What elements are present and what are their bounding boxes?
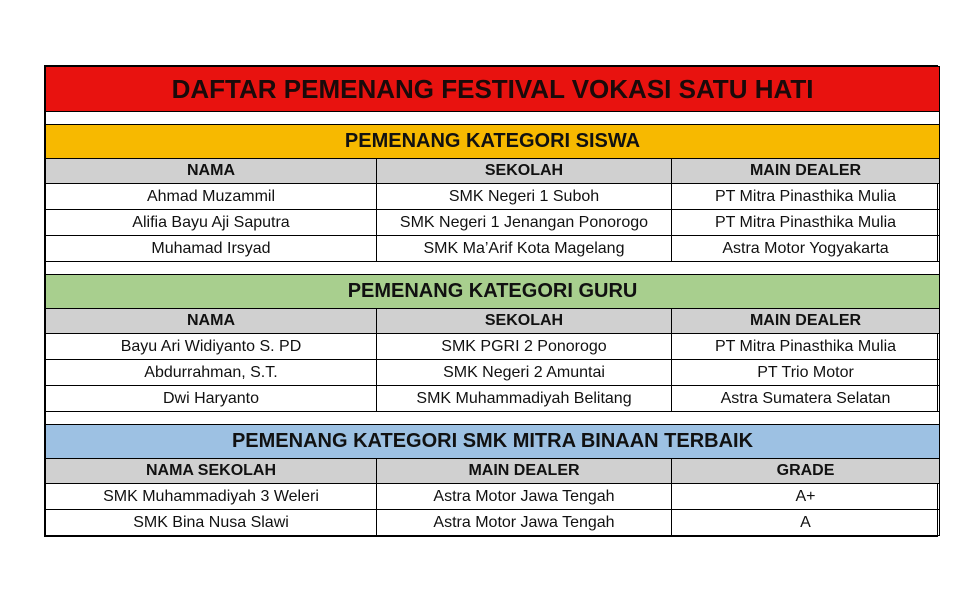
cell-dealer: Astra Motor Jawa Tengah — [377, 484, 672, 510]
section-mitra-heading-row — [46, 425, 940, 459]
table-row — [46, 184, 940, 210]
cell-school: SMK Ma’Arif Kota Magelang — [377, 236, 672, 262]
column-header: NAMA SEKOLAH — [46, 459, 377, 484]
section-guru-heading-row — [46, 275, 940, 309]
cell-name: Abdurrahman, S.T. — [46, 360, 377, 386]
cell-dealer: PT Mitra Pinasthika Mulia — [672, 334, 940, 360]
column-header: SEKOLAH — [377, 159, 672, 184]
winners-sheet — [44, 65, 938, 537]
table-row — [46, 484, 940, 510]
column-header: MAIN DEALER — [672, 309, 940, 334]
cell-grade: A+ — [672, 484, 940, 510]
cell-name: Alifia Bayu Aji Saputra — [46, 210, 377, 236]
spacer-row — [46, 262, 940, 275]
table-row — [46, 210, 940, 236]
column-header: GRADE — [672, 459, 940, 484]
cell-dealer: Astra Motor Yogyakarta — [672, 236, 940, 262]
table-row — [46, 236, 940, 262]
cell-school: SMK Muhammadiyah Belitang — [377, 386, 672, 412]
cell-school: SMK PGRI 2 Ponorogo — [377, 334, 672, 360]
cell-dealer: PT Mitra Pinasthika Mulia — [672, 210, 940, 236]
cell-school: SMK Negeri 2 Amuntai — [377, 360, 672, 386]
siswa-header-row — [46, 159, 940, 184]
cell-name: Dwi Haryanto — [46, 386, 377, 412]
cell-grade: A — [672, 510, 940, 536]
column-header: MAIN DEALER — [672, 159, 940, 184]
guru-header-row — [46, 309, 940, 334]
section-mitra-heading: PEMENANG KATEGORI SMK MITRA BINAAN TERBAIK — [46, 425, 940, 459]
column-header: MAIN DEALER — [377, 459, 672, 484]
spacer-row — [46, 412, 940, 425]
table-row — [46, 386, 940, 412]
cell-school: SMK Muhammadiyah 3 Weleri — [46, 484, 377, 510]
section-guru-heading: PEMENANG KATEGORI GURU — [46, 275, 940, 309]
table-row — [46, 334, 940, 360]
cell-school: SMK Bina Nusa Slawi — [46, 510, 377, 536]
cell-dealer: Astra Sumatera Selatan — [672, 386, 940, 412]
cell-name: Ahmad Muzammil — [46, 184, 377, 210]
page-title: DAFTAR PEMENANG FESTIVAL VOKASI SATU HATI — [46, 67, 940, 112]
cell-school: SMK Negeri 1 Jenangan Ponorogo — [377, 210, 672, 236]
winners-table — [45, 66, 940, 536]
cell-name: Muhamad Irsyad — [46, 236, 377, 262]
section-siswa-heading-row — [46, 125, 940, 159]
column-header: NAMA — [46, 309, 377, 334]
cell-dealer: PT Trio Motor — [672, 360, 940, 386]
spacer-row — [46, 112, 940, 125]
column-header: SEKOLAH — [377, 309, 672, 334]
mitra-header-row — [46, 459, 940, 484]
cell-name: Bayu Ari Widiyanto S. PD — [46, 334, 377, 360]
column-header: NAMA — [46, 159, 377, 184]
title-row — [46, 67, 940, 112]
cell-dealer: PT Mitra Pinasthika Mulia — [672, 184, 940, 210]
cell-school: SMK Negeri 1 Suboh — [377, 184, 672, 210]
table-row — [46, 360, 940, 386]
cell-dealer: Astra Motor Jawa Tengah — [377, 510, 672, 536]
table-row — [46, 510, 940, 536]
section-siswa-heading: PEMENANG KATEGORI SISWA — [46, 125, 940, 159]
